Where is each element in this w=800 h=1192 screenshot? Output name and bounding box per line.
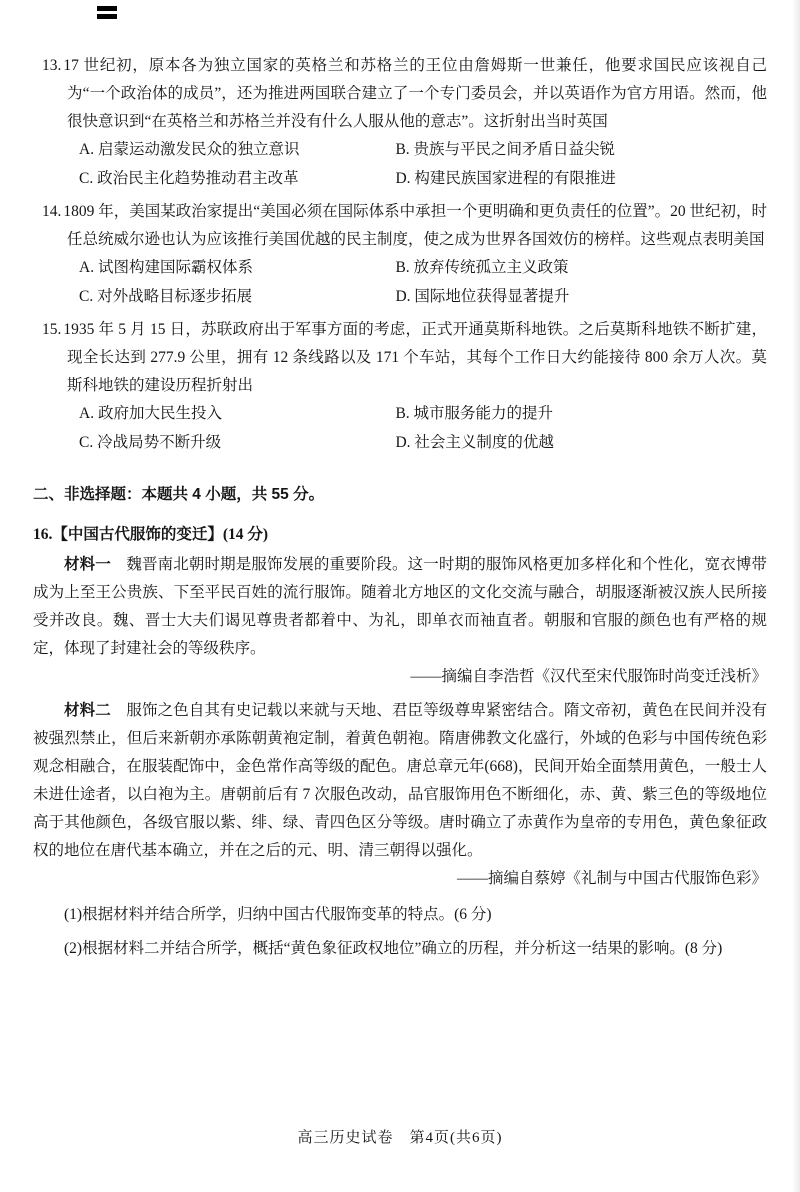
question-15-option-b: B. 城市服务能力的提升 (395, 405, 554, 422)
question-13-options (42, 136, 767, 193)
question-14-option-b: B. 放弃传统孤立主义政策 (395, 259, 569, 276)
question-13-option-d: D. 构建民族国家进程的有限推进 (395, 170, 616, 187)
material-2-text: 服饰之色自其有史记载以来就与天地、君臣等级尊卑紧密结合。隋文帝初，黄色在民间并没有被强烈禁止，但后来新朝亦承陈朝黄袍定制，着黄色朝袍。隋唐佛教文化盛行，外域的色彩与中国传统色彩观念相融合，在服装配饰中，金色常作高等级的配色。唐总章元年(668)，民间开始全面禁用黄色，一般士人未进仕途者，以白袍为主。唐朝前后有 7 次服色改动，品官服饰用色不断细化，赤、黄、紫三色的等级地位高于其他颜色，各级官服以紫、绯、绿、青四色区分等级。唐时确立了赤黄作为皇帝的专用色，黄色象征政权的地位在唐代基本确立，并在之后的元、明、清三朝得以强化。 (33, 702, 767, 859)
question-13-option-c: C. 政治民主化趋势推动君主改革 (79, 170, 299, 187)
material-2-paragraph (33, 697, 767, 865)
page-footer: 高三历史试卷 第4页(共6页) (297, 1130, 503, 1146)
material-1-text: 魏晋南北朝时期是服饰发展的重要阶段。这一时期的服饰风格更加多样化和个性化，宽衣博带成为上至王公贵族、下至平民百姓的流行服饰。随着北方地区的文化交流与融合，胡服逐渐被汉族人民所接受并改良。魏、晋士大夫们谒见尊贵者都着中、为礼，即单衣而袖直者。朝服和官服的颜色也有严格的规定，体现了封建社会的等级秩序。 (33, 556, 767, 657)
question-15-options (42, 400, 767, 457)
question-14-option-a: A. 试图构建国际霸权体系 (79, 259, 253, 276)
question-13-option-b: B. 贵族与平民之间矛盾日益尖锐 (395, 141, 616, 158)
question-16-subquestion-2: (2)根据材料二并结合所学，概括“黄色象征政权地位”确立的历程，并分析这一结果的影响。(8 分) (64, 940, 723, 957)
question-14-text: 1809 年，美国某政治家提出“美国必须在国际体系中承担一个更明确和更负责任的位置”。20 世纪初，时任总统威尔逊也认为应该推行美国优越的民主制度，使之成为世界各国效仿的榜样。这些观点表明美国 (63, 203, 767, 248)
question-13 (42, 52, 767, 193)
question-15-text: 1935 年 5 月 15 日，苏联政府出于军事方面的考虑，正式开通莫斯科地铁。之后莫斯科地铁不断扩建，现全长达到 277.9 公里，拥有 12 条线路以及 171 个车站，其每个工作日大约能接待 800 余万人次。莫斯科地铁的建设历程折射出 (63, 321, 767, 394)
material-1-source: ——摘编自李浩哲《汉代至宋代服饰时尚变迁浅析》 (410, 668, 767, 685)
question-15-stem (42, 316, 767, 400)
material-1-label: 材料一 (64, 556, 111, 573)
registration-bar (97, 14, 117, 19)
question-14-stem (42, 198, 767, 254)
question-15 (42, 316, 767, 457)
question-16-header (33, 521, 767, 549)
material-1-paragraph (33, 551, 767, 663)
question-13-stem (42, 52, 767, 136)
question-14-options (42, 254, 767, 311)
question-14-option-c: C. 对外战略目标逐步拓展 (79, 288, 253, 305)
question-16-subquestion-1: (1)根据材料并结合所学，归纳中国古代服饰变革的特点。(6 分) (64, 906, 492, 923)
question-14-number: 14. (42, 203, 62, 220)
question-16-points: (14 分) (222, 526, 269, 543)
question-13-text: 17 世纪初，原本各为独立国家的英格兰和苏格兰的王位由詹姆斯一世兼任，他要求国民应该视自己为“一个政治体的成员”，还为推进两国联合建立了一个专门委员会，并以英语作为官方用语。然而，他很快意识到“在英格兰和苏格兰并没有什么人服从他的意志”。这折射出当时英国 (63, 57, 767, 130)
registration-bar (97, 6, 117, 11)
question-13-option-a: A. 启蒙运动激发民众的独立意识 (79, 141, 300, 158)
question-15-option-d: D. 社会主义制度的优越 (395, 434, 554, 451)
question-15-option-a: A. 政府加大民生投入 (79, 405, 222, 422)
question-15-number: 15. (42, 321, 62, 338)
material-2-source: ——摘编自蔡婷《礼制与中国古代服饰色彩》 (456, 870, 767, 887)
question-13-number: 13. (42, 57, 62, 74)
question-14-option-d: D. 国际地位获得显著提升 (395, 288, 570, 305)
question-16-number: 16. (33, 526, 53, 543)
print-registration-mark (97, 6, 117, 22)
section-2-title: 二、非选择题：本题共 4 小题，共 55 分。 (33, 486, 325, 503)
question-15-option-c: C. 冷战局势不断升级 (79, 434, 222, 451)
question-16-title: 【中国古代服饰的变迁】 (52, 526, 223, 543)
question-14 (42, 198, 767, 311)
material-2-label: 材料二 (64, 702, 111, 719)
question-16 (33, 521, 767, 964)
